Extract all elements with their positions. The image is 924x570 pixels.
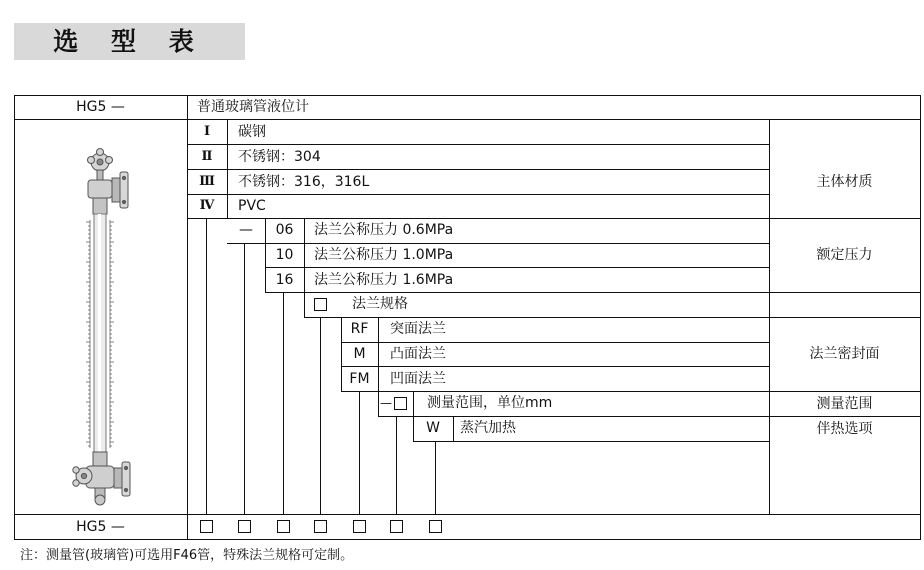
bottom-model-label: HG5 — bbox=[76, 519, 125, 535]
material-code-4: Ⅳ bbox=[199, 198, 215, 213]
category-material: 主体材质 bbox=[816, 174, 873, 190]
select-box-flange-spec[interactable] bbox=[277, 520, 290, 533]
pressure-dash: — bbox=[239, 222, 253, 238]
pressure-label-3: 法兰公称压力 1.6MPa bbox=[314, 272, 454, 288]
footnote: 注：测量管(玻璃管)可选用F46管，特殊法兰规格可定制。 bbox=[20, 548, 354, 563]
bottom-flange-icon bbox=[86, 452, 130, 498]
range-label: 测量范围，单位mm bbox=[427, 395, 553, 411]
top-flange-icon bbox=[88, 172, 128, 214]
category-pressure: 额定压力 bbox=[816, 247, 873, 263]
category-seal: 法兰密封面 bbox=[809, 346, 880, 362]
material-label-4: PVC bbox=[238, 198, 266, 214]
heat-label: 蒸汽加热 bbox=[460, 420, 516, 436]
pressure-label-1: 法兰公称压力 0.6MPa bbox=[314, 222, 454, 238]
seal-code-1: RF bbox=[350, 321, 369, 337]
category-heat: 伴热选项 bbox=[816, 421, 873, 437]
heat-code: W bbox=[426, 420, 440, 436]
select-box-heat[interactable] bbox=[429, 520, 442, 533]
select-box-range[interactable] bbox=[353, 520, 366, 533]
pressure-label-2: 法兰公称压力 1.0MPa bbox=[314, 247, 454, 263]
select-box-material[interactable] bbox=[200, 520, 213, 533]
model-header: HG5 — bbox=[76, 99, 125, 115]
category-range: 测量范围 bbox=[816, 396, 873, 412]
material-label-1: 碳钢 bbox=[238, 124, 266, 140]
seal-code-3: FM bbox=[349, 371, 370, 387]
page-title: 选 型 表 bbox=[53, 27, 206, 56]
material-code-2: Ⅱ bbox=[201, 149, 213, 164]
range-prefix-dash: — bbox=[380, 396, 392, 410]
seal-label-3: 凹面法兰 bbox=[390, 371, 446, 387]
pressure-code-1: 06 bbox=[275, 222, 294, 238]
pressure-code-3: 16 bbox=[275, 272, 294, 288]
product-name: 普通玻璃管液位计 bbox=[197, 99, 309, 115]
select-box-seal[interactable] bbox=[314, 520, 327, 533]
pressure-code-2: 10 bbox=[275, 247, 294, 263]
flange-spec-label: 法兰规格 bbox=[352, 296, 408, 312]
range-value-box[interactable] bbox=[394, 397, 407, 410]
seal-label-2: 凸面法兰 bbox=[390, 346, 446, 362]
material-code-1: Ⅰ bbox=[203, 124, 211, 139]
material-label-2: 不锈钢：304 bbox=[238, 149, 321, 165]
select-box-pressure[interactable] bbox=[238, 520, 251, 533]
material-label-3: 不锈钢：316，316L bbox=[238, 174, 370, 190]
seal-label-1: 突面法兰 bbox=[390, 321, 446, 337]
top-valve-handwheel-icon bbox=[88, 149, 113, 181]
select-box-range-extra[interactable] bbox=[390, 520, 403, 533]
seal-code-2: M bbox=[353, 346, 366, 362]
flange-spec-checkbox[interactable] bbox=[314, 298, 327, 311]
level-gauge-illustration bbox=[73, 149, 130, 506]
material-code-3: Ⅲ bbox=[199, 174, 215, 189]
